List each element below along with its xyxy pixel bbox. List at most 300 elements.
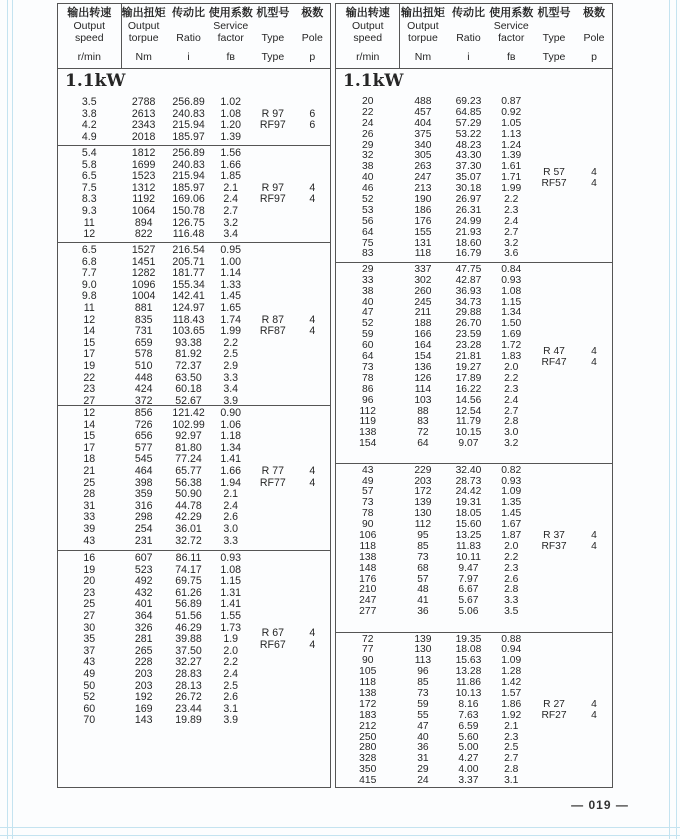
speed-cell: 90 xyxy=(362,519,374,531)
factor-cell: 1.65 xyxy=(220,301,241,314)
factor-cell: 2.0 xyxy=(504,540,519,552)
ratio-cell: 39.88 xyxy=(175,633,202,646)
factor-cell: 1.55 xyxy=(220,609,241,622)
ratio-cell: 121.42 xyxy=(172,407,205,419)
ratio-cell: 6.59 xyxy=(458,720,479,732)
ratio-cell: 26.31 xyxy=(455,204,482,216)
factor-cell: 1.56 xyxy=(220,147,241,159)
speed-cell: 27 xyxy=(83,609,96,622)
torque-cell: 316 xyxy=(134,499,153,512)
ratio-cell: 47.75 xyxy=(455,263,482,275)
torque-cell: 114 xyxy=(414,383,432,395)
factor-cell: 1.39 xyxy=(220,130,241,143)
speed-cell: 23 xyxy=(83,383,96,396)
factor-cell: 1.67 xyxy=(501,519,522,531)
header-unit: fʙ xyxy=(506,51,516,63)
ratio-block xyxy=(58,405,330,550)
spec-table-right xyxy=(335,3,613,788)
ratio-cell: 32.40 xyxy=(455,464,482,476)
ratio-cell: 155.34 xyxy=(172,278,205,291)
speed-cell: 27 xyxy=(83,394,96,407)
factor-cell: 1.15 xyxy=(501,296,522,308)
ratio-cell: 216.54 xyxy=(172,244,205,256)
ratio-cell: 11.86 xyxy=(455,677,481,689)
ratio-cell: 28.83 xyxy=(175,667,202,680)
torque-cell: 432 xyxy=(134,586,153,599)
ratio-cell: 256.89 xyxy=(172,96,205,108)
torque-cell: 55 xyxy=(417,709,429,721)
factor-cell: 1.57 xyxy=(501,687,522,699)
pole-count xyxy=(295,245,330,407)
torque-cell: 154 xyxy=(414,351,432,363)
factor-cell: 0.95 xyxy=(220,244,241,256)
torque-cell: 155 xyxy=(414,226,432,238)
torque-cell: 176 xyxy=(414,215,432,227)
factor-cell: 1.08 xyxy=(220,563,241,576)
ratio-cell: 185.97 xyxy=(172,181,205,194)
torque-cell: 302 xyxy=(414,274,432,286)
factor-cell: 2.1 xyxy=(223,181,239,194)
ratio-cell: 14.56 xyxy=(455,394,482,406)
torque-cell: 577 xyxy=(134,441,153,454)
speed-cell: 96 xyxy=(362,394,374,406)
pole-value: 4 xyxy=(591,177,597,189)
speed-cell: 138 xyxy=(359,551,377,563)
speed-cell: 52 xyxy=(362,194,374,206)
torque-cell: 231 xyxy=(134,534,153,547)
factor-cell: 1.92 xyxy=(501,709,522,721)
torque-cell: 2613 xyxy=(131,107,156,120)
factor-cell: 3.3 xyxy=(504,595,519,607)
ratio-cell: 48.23 xyxy=(455,139,482,151)
page-border-line xyxy=(0,835,680,836)
header-unit: p xyxy=(309,51,316,63)
factor-cell: 2.8 xyxy=(504,584,519,596)
factor-cell: 2.9 xyxy=(223,359,239,372)
ratio-cell: 24.99 xyxy=(455,215,482,227)
ratio-cell: 4.27 xyxy=(458,753,479,765)
header-label-en: Pole xyxy=(301,32,323,44)
type-designation xyxy=(251,553,295,727)
speed-cell: 11 xyxy=(83,301,95,314)
torque-cell: 41 xyxy=(417,595,429,607)
factor-cell: 0.94 xyxy=(501,644,522,656)
torque-cell: 136 xyxy=(414,361,432,373)
torque-cell: 894 xyxy=(134,216,153,229)
torque-cell: 166 xyxy=(414,329,432,341)
torque-cell: 88 xyxy=(417,405,429,417)
type-label: RF87 xyxy=(259,325,286,338)
speed-cell: 86 xyxy=(362,383,374,395)
factor-cell: 1.94 xyxy=(220,476,241,489)
factor-cell: 1.74 xyxy=(220,313,241,326)
type-label: R 67 xyxy=(261,627,285,640)
ratio-cell: 240.83 xyxy=(172,107,205,120)
factor-cell: 2.7 xyxy=(504,405,519,417)
ratio-cell: 124.97 xyxy=(172,301,205,314)
factor-cell: 1.05 xyxy=(501,117,522,129)
factor-cell: 0.87 xyxy=(501,96,522,107)
factor-cell: 1.34 xyxy=(220,441,241,454)
speed-cell: 18 xyxy=(83,453,96,466)
torque-cell: 359 xyxy=(134,488,153,501)
speed-cell: 24 xyxy=(362,117,374,129)
factor-cell: 0.93 xyxy=(501,274,522,286)
speed-cell: 17 xyxy=(83,348,96,361)
header-cell xyxy=(251,4,295,68)
speed-cell: 9.0 xyxy=(81,278,97,291)
ratio-cell: 36.93 xyxy=(455,285,482,297)
header-label-en: Output xyxy=(351,20,384,32)
factor-cell: 3.4 xyxy=(223,383,239,396)
speed-cell: 138 xyxy=(359,687,377,699)
torque-cell: 656 xyxy=(134,430,153,443)
torque-cell: 203 xyxy=(134,679,153,692)
type-label: RF97 xyxy=(259,193,286,206)
type-label: R 97 xyxy=(261,107,285,120)
ratio-cell: 86.11 xyxy=(175,552,202,564)
factor-cell: 1.35 xyxy=(501,497,522,509)
header-label-en: Type xyxy=(261,32,285,44)
ratio-cell: 93.38 xyxy=(175,336,202,349)
type-label: RF57 xyxy=(541,177,567,189)
torque-cell: 340 xyxy=(414,139,432,151)
speed-cell: 60 xyxy=(83,702,96,715)
factor-cell: 2.3 xyxy=(504,731,519,743)
factor-cell: 3.9 xyxy=(223,394,239,407)
pole-count xyxy=(295,408,330,547)
speed-cell: 35 xyxy=(83,633,96,646)
type-label: RF77 xyxy=(259,476,286,489)
ratio-cell: 26.97 xyxy=(455,194,482,206)
ratio-cell: 240.83 xyxy=(172,158,205,171)
torque-cell: 337 xyxy=(414,263,432,275)
factor-cell: 1.99 xyxy=(220,325,241,338)
torque-cell: 464 xyxy=(134,464,153,477)
speed-cell: 210 xyxy=(359,584,377,596)
ratio-cell: 150.78 xyxy=(172,204,205,217)
table-header xyxy=(58,4,330,69)
torque-cell: 305 xyxy=(414,150,432,162)
header-label-zh: 极数 xyxy=(583,7,606,19)
ratio-cell: 43.30 xyxy=(455,150,482,162)
factor-cell: 1.39 xyxy=(501,150,522,162)
torque-cell: 203 xyxy=(134,667,153,680)
ratio-cell: 30.18 xyxy=(455,183,482,195)
type-label: R 47 xyxy=(543,345,565,357)
ratio-cell: 21.81 xyxy=(455,351,482,363)
factor-cell: 1.83 xyxy=(501,351,522,363)
header-label-zh: 使用系数 xyxy=(208,7,253,19)
ratio-cell: 16.22 xyxy=(455,383,482,395)
speed-cell: 29 xyxy=(362,263,374,275)
speed-cell: 49 xyxy=(83,667,96,680)
factor-cell: 1.69 xyxy=(501,329,522,341)
factor-cell: 1.09 xyxy=(501,655,522,667)
ratio-cell: 69.75 xyxy=(175,575,202,588)
header-unit: p xyxy=(591,51,597,63)
header-label-zh: 传动比 xyxy=(451,7,485,19)
speed-cell: 415 xyxy=(359,775,377,787)
factor-cell: 3.3 xyxy=(223,534,239,547)
speed-cell: 12 xyxy=(83,313,96,326)
ratio-cell: 5.60 xyxy=(458,731,479,743)
speed-cell: 40 xyxy=(362,172,374,184)
factor-cell: 2.1 xyxy=(504,720,519,732)
ratio-cell: 5.00 xyxy=(458,742,479,754)
speed-cell: 64 xyxy=(362,351,374,363)
torque-cell: 881 xyxy=(134,301,153,314)
factor-cell: 1.61 xyxy=(501,161,522,173)
torque-cell: 424 xyxy=(134,383,153,396)
type-label: RF47 xyxy=(541,356,567,368)
speed-cell: 15 xyxy=(83,336,96,349)
ratio-cell: 69.23 xyxy=(455,96,482,107)
speed-cell: 28 xyxy=(83,488,96,501)
page-border-line xyxy=(676,0,677,839)
factor-cell: 3.2 xyxy=(223,216,239,229)
torque-cell: 372 xyxy=(134,394,153,407)
pole-value: 4 xyxy=(591,345,597,357)
header-label-en: Output xyxy=(127,20,160,32)
speed-cell: 280 xyxy=(359,742,377,754)
factor-cell: 0.88 xyxy=(501,633,522,645)
pole-count xyxy=(295,553,330,727)
torque-cell: 40 xyxy=(417,731,429,743)
header-label-en: factor xyxy=(217,32,244,44)
torque-cell: 1451 xyxy=(131,255,156,268)
torque-cell: 822 xyxy=(134,228,153,241)
torque-cell: 523 xyxy=(134,563,153,576)
torque-cell: 545 xyxy=(134,453,153,466)
type-designation xyxy=(532,635,576,788)
speed-cell: 12 xyxy=(83,407,96,419)
header-cell xyxy=(399,4,446,68)
speed-cell: 52 xyxy=(362,318,374,330)
factor-cell: 2.7 xyxy=(504,226,519,238)
ratio-cell: 23.59 xyxy=(455,329,482,341)
torque-cell: 188 xyxy=(414,318,432,330)
type-label: R 97 xyxy=(261,181,285,194)
torque-cell: 404 xyxy=(414,117,432,129)
torque-cell: 36 xyxy=(417,606,429,618)
speed-cell: 17 xyxy=(83,441,96,454)
factor-cell: 2.7 xyxy=(223,204,239,217)
header-cell xyxy=(336,4,399,68)
torque-cell: 1699 xyxy=(131,158,156,171)
speed-cell: 22 xyxy=(362,106,374,118)
ratio-cell: 126.75 xyxy=(172,216,205,229)
header-label-en: Ratio xyxy=(456,32,481,44)
speed-cell: 11 xyxy=(83,216,95,229)
torque-cell: 2343 xyxy=(131,119,156,132)
header-cell xyxy=(210,4,251,68)
torque-cell: 375 xyxy=(414,128,432,140)
torque-cell: 457 xyxy=(414,106,432,118)
ratio-block xyxy=(58,95,330,145)
factor-cell: 1.85 xyxy=(220,170,241,183)
speed-cell: 176 xyxy=(359,573,377,585)
ratio-cell: 60.18 xyxy=(175,383,202,396)
speed-cell: 16 xyxy=(83,552,96,564)
ratio-cell: 215.94 xyxy=(172,170,205,183)
speed-cell: 14 xyxy=(83,325,96,338)
pole-value: 4 xyxy=(309,193,316,206)
ratio-cell: 169.06 xyxy=(172,193,205,206)
speed-cell: 59 xyxy=(362,329,374,341)
ratio-cell: 21.93 xyxy=(455,226,482,238)
header-label-zh: 传动比 xyxy=(172,7,206,19)
type-designation xyxy=(532,97,576,261)
torque-cell: 229 xyxy=(414,464,432,476)
speed-cell: 38 xyxy=(362,161,374,173)
speed-cell: 172 xyxy=(359,698,377,710)
table-header xyxy=(336,4,612,69)
header-label-zh: 机型号 xyxy=(537,7,571,19)
factor-cell: 1.50 xyxy=(501,318,522,330)
torque-cell: 48 xyxy=(417,584,429,596)
speed-cell: 64 xyxy=(362,226,374,238)
pole-value: 4 xyxy=(309,639,316,651)
ratio-cell: 19.35 xyxy=(455,633,482,645)
speed-cell: 4.9 xyxy=(81,130,97,143)
pole-count xyxy=(576,466,612,619)
torque-cell: 72 xyxy=(417,427,429,439)
speed-cell: 38 xyxy=(362,285,374,297)
speed-cell: 22 xyxy=(83,371,96,384)
torque-cell: 73 xyxy=(417,687,429,699)
header-label-en: factor xyxy=(498,32,525,44)
torque-cell: 139 xyxy=(414,633,432,645)
torque-cell: 1527 xyxy=(131,244,156,256)
speed-cell: 57 xyxy=(362,486,374,498)
ratio-cell: 4.00 xyxy=(458,764,479,776)
factor-cell: 2.2 xyxy=(504,551,519,563)
ratio-cell: 13.28 xyxy=(455,666,482,678)
speed-cell: 39 xyxy=(83,522,96,535)
type-label: R 27 xyxy=(543,698,565,710)
ratio-cell: 8.16 xyxy=(458,698,479,710)
factor-cell: 2.4 xyxy=(223,193,239,206)
ratio-cell: 42.87 xyxy=(455,274,482,286)
speed-cell: 33 xyxy=(362,274,374,286)
torque-cell: 95 xyxy=(417,529,429,541)
factor-cell: 1.71 xyxy=(501,172,522,184)
torque-cell: 245 xyxy=(414,296,432,308)
speed-cell: 90 xyxy=(362,655,374,667)
type-designation xyxy=(251,245,295,407)
header-label-en: Ratio xyxy=(176,32,201,44)
speed-cell: 50 xyxy=(83,679,96,692)
ratio-cell: 19.27 xyxy=(455,361,482,373)
page-border-line xyxy=(7,0,8,839)
ratio-cell: 26.70 xyxy=(455,318,482,330)
ratio-cell: 19.31 xyxy=(455,497,482,509)
speed-cell: 47 xyxy=(362,307,374,319)
speed-cell: 32 xyxy=(362,150,374,162)
type-label: RF27 xyxy=(541,709,567,721)
ratio-cell: 53.22 xyxy=(455,128,482,140)
factor-cell: 2.3 xyxy=(504,204,519,216)
torque-cell: 2018 xyxy=(131,130,156,143)
torque-cell: 190 xyxy=(414,194,432,206)
torque-cell: 488 xyxy=(414,96,432,107)
ratio-cell: 12.54 xyxy=(455,405,482,417)
speed-cell: 53 xyxy=(362,204,374,216)
header-unit: Type xyxy=(261,51,285,63)
ratio-cell: 77.24 xyxy=(175,453,202,466)
speed-cell: 148 xyxy=(359,562,377,574)
page-border-line xyxy=(12,0,13,839)
factor-cell: 1.20 xyxy=(220,119,241,132)
header-label-en: Service xyxy=(493,20,529,32)
pole-value: 4 xyxy=(591,356,597,368)
type-designation xyxy=(251,97,295,143)
ratio-cell: 26.72 xyxy=(175,691,202,704)
ratio-cell: 6.67 xyxy=(458,584,479,596)
factor-cell: 3.0 xyxy=(504,427,519,439)
torque-cell: 164 xyxy=(414,340,432,352)
speed-cell: 25 xyxy=(83,598,96,611)
factor-cell: 0.93 xyxy=(220,552,241,564)
factor-cell: 1.02 xyxy=(220,96,241,108)
header-label-en: torpue xyxy=(128,32,159,44)
header-label-zh: 输出扭矩 xyxy=(121,7,166,19)
speed-cell: 9.8 xyxy=(81,290,97,303)
torque-cell: 1523 xyxy=(131,170,156,183)
header-label-zh: 输出转速 xyxy=(67,7,112,19)
factor-cell: 1.72 xyxy=(501,340,522,352)
speed-cell: 60 xyxy=(362,340,374,352)
factor-cell: 2.3 xyxy=(504,562,519,574)
torque-cell: 856 xyxy=(134,407,153,419)
pole-count xyxy=(295,148,330,241)
torque-cell: 57 xyxy=(417,573,429,585)
header-label-en: Service xyxy=(213,20,249,32)
ratio-cell: 28.13 xyxy=(175,679,202,692)
speed-cell: 83 xyxy=(362,248,374,260)
ratio-cell: 29.88 xyxy=(455,307,482,319)
factor-cell: 2.2 xyxy=(504,194,519,206)
torque-cell: 835 xyxy=(134,313,153,326)
factor-cell: 1.41 xyxy=(220,598,241,611)
factor-cell: 0.84 xyxy=(501,263,522,275)
ratio-cell: 18.05 xyxy=(455,508,482,520)
torque-cell: 59 xyxy=(417,698,429,710)
factor-cell: 2.6 xyxy=(504,573,519,585)
torque-cell: 112 xyxy=(414,519,432,531)
factor-cell: 3.9 xyxy=(223,714,239,727)
header-unit: r/min xyxy=(77,51,101,63)
torque-cell: 731 xyxy=(134,325,153,338)
torque-cell: 29 xyxy=(417,764,429,776)
type-label: R 57 xyxy=(543,166,565,178)
factor-cell: 1.66 xyxy=(220,158,241,171)
ratio-cell: 37.50 xyxy=(175,644,202,657)
type-label: R 87 xyxy=(261,313,285,326)
speed-cell: 33 xyxy=(83,511,96,524)
speed-cell: 52 xyxy=(83,691,96,704)
factor-cell: 2.2 xyxy=(223,336,239,349)
type-label: R 37 xyxy=(543,530,565,542)
header-cell xyxy=(58,4,121,68)
pole-value: 4 xyxy=(309,181,316,194)
ratio-cell: 56.89 xyxy=(175,598,202,611)
header-unit: fʙ xyxy=(226,51,235,63)
ratio-cell: 7.63 xyxy=(458,709,479,721)
speed-cell: 250 xyxy=(359,731,377,743)
ratio-cell: 72.37 xyxy=(175,359,202,372)
